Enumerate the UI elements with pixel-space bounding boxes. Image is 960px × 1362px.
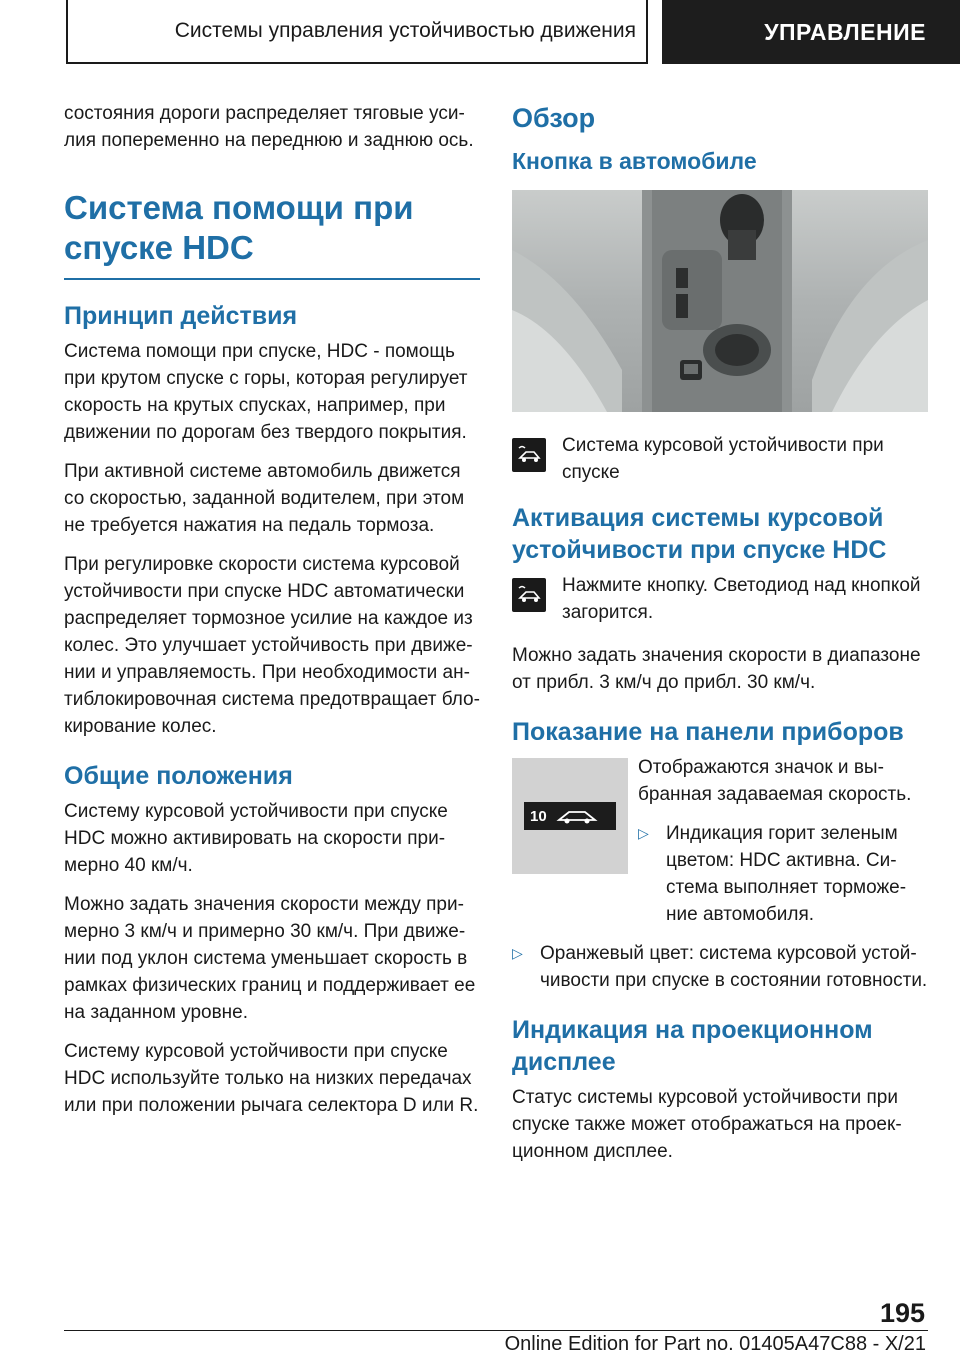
button-caption: Система курсовой устойчивости при спуске bbox=[562, 435, 884, 483]
hud-text: Статус системы курсовой устойчивости при спуске также может отображаться на проекционном дисплее. bbox=[512, 1087, 902, 1162]
display-bullet-2 bbox=[512, 940, 928, 994]
intro-text: состояния дороги распределяет тяговые усилия попеременно на переднюю и заднюю ось. bbox=[64, 103, 474, 151]
hdc-button-icon bbox=[512, 438, 546, 472]
left-column bbox=[64, 100, 480, 1131]
activation-row bbox=[512, 572, 928, 626]
display-heading: Показание на панели приборов bbox=[512, 718, 904, 746]
hdc-car-icon bbox=[553, 806, 603, 826]
principle-paragraph-1: Система помощи при спуске, HDC - помощь при крутом спуске с горы, которая регулирует скорость на крутых спусках, например, при движении по дорогам без твердого покрытия. bbox=[64, 341, 468, 443]
main-heading: Система помощи при спуске HDC bbox=[64, 188, 480, 280]
activation-text: Нажмите кнопку. Светодиод над кнопкой загорится. bbox=[562, 575, 921, 623]
bullet-text: Индикация горит зеленым цветом: HDC активна. Система выполняет торможение автомобиля. bbox=[666, 823, 907, 925]
principle-paragraph-3: При регулировке скорости система курсовой устойчивости при спуске HDC автоматически распределяет тормозное усилие на каждое из колес. Это улучшает устойчивость при движении и управляемость. При необходимости антиблокировочная система предотвращает блокирование колес. bbox=[64, 554, 480, 737]
button-caption-row bbox=[512, 432, 928, 486]
overview-heading: Обзор bbox=[512, 103, 596, 133]
general-paragraph-1: Систему курсовой устойчивости при спуске HDC можно активировать на скорости примерно 40 км/ч. bbox=[64, 801, 448, 876]
display-indicator-strip bbox=[524, 802, 616, 830]
principle-heading: Принцип действия bbox=[64, 302, 298, 330]
button-heading: Кнопка в автомобиле bbox=[512, 148, 757, 174]
display-text bbox=[638, 754, 928, 940]
general-paragraph-2: Можно задать значения скорости между примерно 3 км/ч и примерно 30 км/ч. При движении под уклон система уменьшает скорость в рамках физических границ и поддерживает ее на заданном уровне. bbox=[64, 894, 476, 1023]
chapter-tab: УПРАВЛЕНИЕ bbox=[662, 0, 960, 64]
general-paragraph-3: Систему курсовой устойчивости при спуске HDC используйте только на низких передачах или при положении рычага селектора D или R. bbox=[64, 1041, 479, 1116]
footer-divider bbox=[64, 1330, 928, 1331]
instrument-display-image bbox=[512, 758, 628, 874]
display-intro: Отображаются значок и выбранная задаваемая скорость. bbox=[638, 757, 912, 805]
hdc-button-icon bbox=[512, 578, 546, 612]
edition-footer: Online Edition for Part no. 01405A47C88 - X/21 bbox=[504, 1333, 926, 1355]
general-heading: Общие положения bbox=[64, 762, 293, 790]
speed-range-text: Можно задать значения скорости в диапазоне от прибл. 3 км/ч до прибл. 30 км/ч. bbox=[512, 645, 921, 693]
section-title: Системы управления устойчивостью движения bbox=[66, 0, 648, 64]
display-row bbox=[512, 754, 928, 940]
triangle-bullet-icon: ▷ bbox=[638, 825, 649, 841]
triangle-bullet-icon: ▷ bbox=[512, 945, 523, 961]
activation-heading: Активация системы курсовой устойчивости при спуске HDC bbox=[512, 504, 887, 564]
center-console-photo bbox=[512, 190, 928, 412]
hud-heading: Индикация на проекционном дисплее bbox=[512, 1016, 873, 1076]
display-bullet-1 bbox=[638, 820, 928, 928]
principle-paragraph-2: При активной системе автомобиль движется со скоростью, заданной водителем, при этом не требуется нажатия на педаль тормоза. bbox=[64, 461, 465, 536]
page-number: 195 bbox=[880, 1298, 926, 1328]
right-column bbox=[512, 100, 928, 1177]
console-illustration bbox=[512, 190, 928, 412]
bullet-text: Оранжевый цвет: система курсовой устойчивости при спуске в состоянии готовности. bbox=[540, 943, 928, 991]
display-speed-value: 10 bbox=[530, 807, 547, 825]
